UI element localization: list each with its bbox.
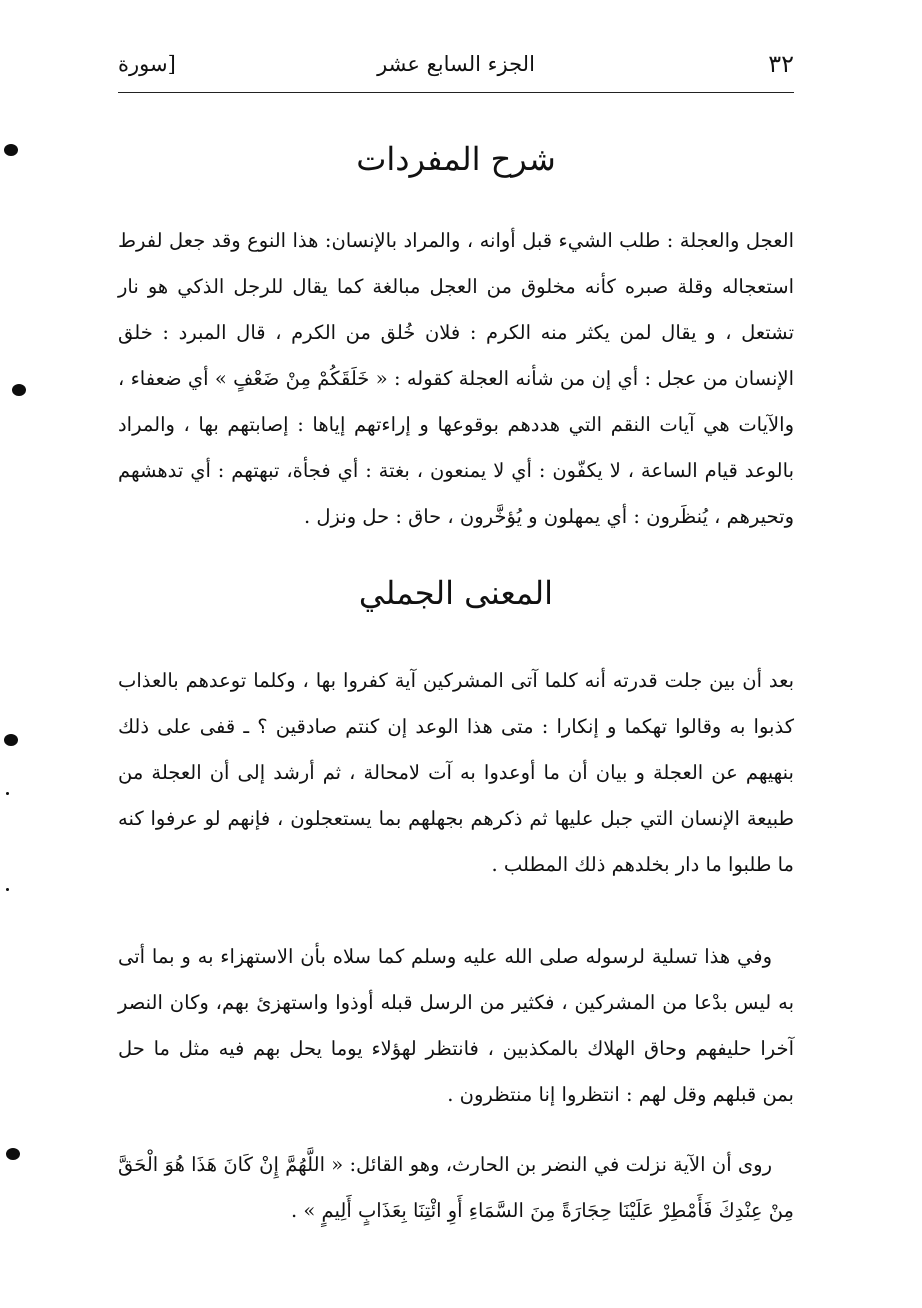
scan-blot xyxy=(4,144,18,156)
running-header xyxy=(118,44,794,94)
vocabulary-paragraph: العجل والعجلة : طلب الشيء قبل أوانه ، والمراد بالإنسان: هذا النوع وقد جعل لفرط استعجاله وقلة صبره كأنه مخلوق من العجل مبالغة كما يقال للرجل الذكي هو نار تشتعل ، و يقال لمن يكثر منه الكرم : فلان خُلق من الكرم ، قال المبرد : خلق الإنسان من عجل : أي إن من شأنه العجلة كقوله : « خَلَقَكُمْ مِنْ ضَعْفٍ » أي ضعفاء ، والآيات هي آيات النقم التي هددهم بوقوعها و إراءتهم إياها : إصابتهم بها ، والمراد بالوعد قيام الساعة ، لا يكفّون : أي لا يمنعون ، بغتة : أي فجأة، تبهتهم : أي تدهشهم وتحيرهم ، يُنظَرون : أي يمهلون و يُؤخَّرون ، حاق : حل ونزل . xyxy=(118,229,794,528)
scan-dot xyxy=(6,888,9,891)
meaning-paragraph-1: بعد أن بين جلت قدرته أنه كلما آتى المشركين آية كفروا بها ، وكلما توعدهم بالعذاب كذبوا به وقالوا تهكما و إنكارا : متى هذا الوعد إن كنتم صادقين ؟ ـ قفى على ذلك بنهيهم عن العجلة و بيان أن ما أوعدوا به آت لامحالة ، ثم أرشد إلى أن العجلة من طبيعة الإنسان التي جبل عليها ثم ذكرهم بجهلهم بما يستعجلون ، فإنهم لو عرفوا كنه ما طلبوا ما دار بخلدهم ذلك المطلب . xyxy=(118,669,794,876)
header-divider xyxy=(118,92,794,93)
scan-dot xyxy=(6,792,9,795)
page-number: ٣٢ xyxy=(768,50,794,78)
meaning-paragraph-3: روى أن الآية نزلت في النضر بن الحارث، وهو القائل: « اللَّهُمَّ إِنْ كَانَ هَذَا هُوَ الْحَقَّ مِنْ عِنْدِكَ فَأَمْطِرْ عَلَيْنَا حِجَارَةً مِنَ السَّمَاءِ أَوِ ائْتِنَا بِعَذَابٍ أَلِيمٍ » . xyxy=(118,1153,794,1222)
part-title: الجزء السابع عشر xyxy=(377,52,535,76)
meaning-paragraph-2: وفي هذا تسلية لرسوله صلى الله عليه وسلم كما سلاه بأن الاستهزاء به و بما أتى به ليس بدْعا من المشركين ، فكثير من الرسل قبله أوذوا واستهزئ بهم، وكان النصر آخرا حليفهم وحاق الهلاك بالمكذبين ، فانتظر لهؤلاء يوما يحل بهم فيه مثل ما حل بمن قبلهم وقل لهم : انتظروا إنا منتظرون . xyxy=(118,945,794,1106)
vocabulary-heading: شرح المفردات xyxy=(356,140,556,178)
surah-label: [سورة xyxy=(118,52,176,76)
scan-blot xyxy=(6,1148,20,1160)
scan-blot xyxy=(4,734,18,746)
meaning-heading: المعنى الجملي xyxy=(358,574,554,612)
scan-blot xyxy=(12,384,26,396)
